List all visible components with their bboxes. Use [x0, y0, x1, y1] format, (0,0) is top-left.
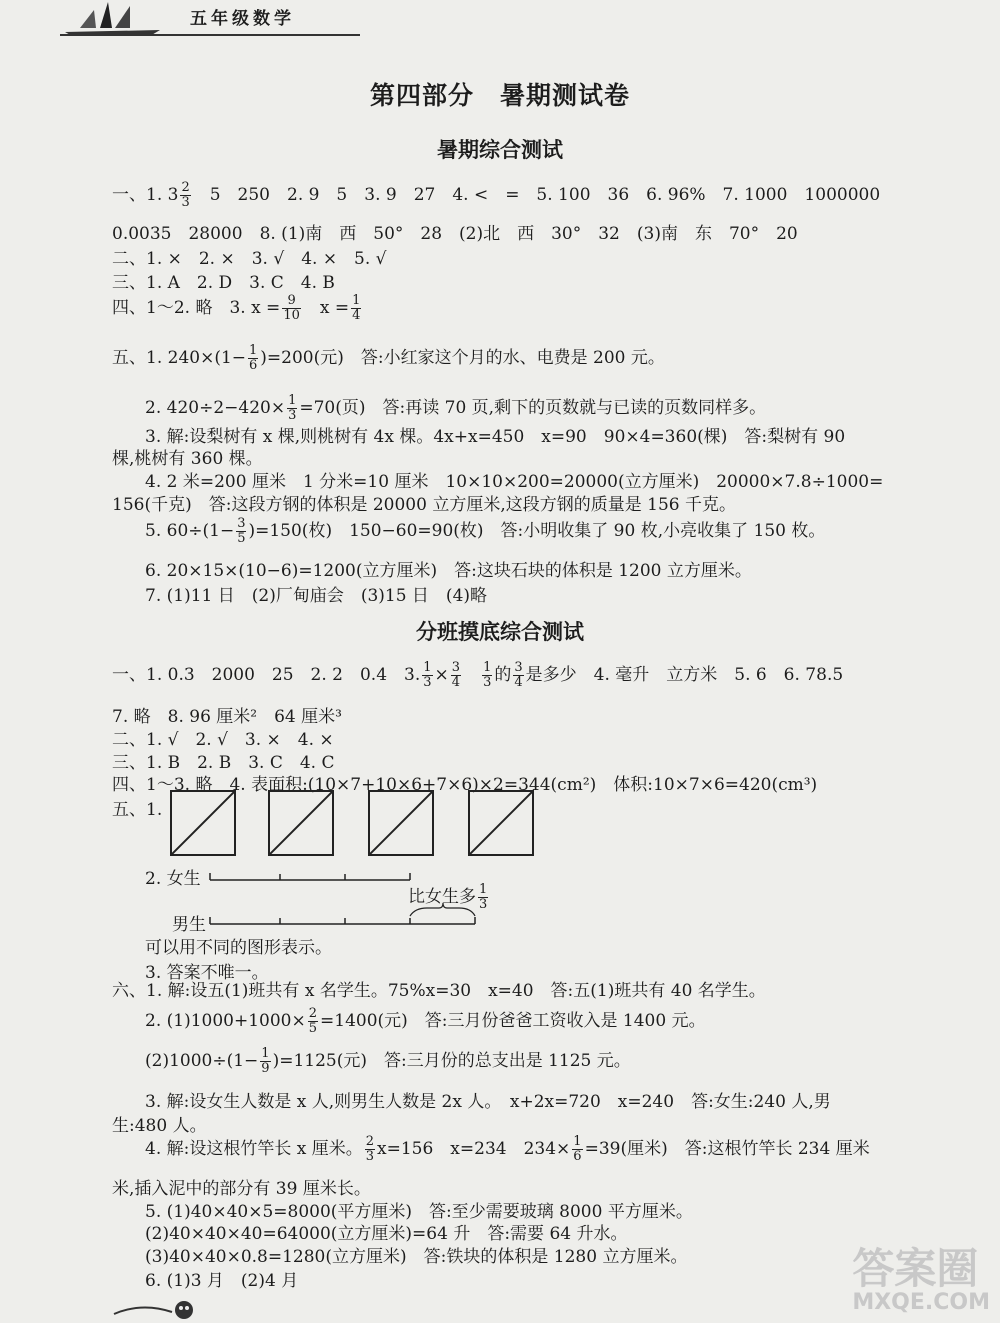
part-title: 第四部分 暑期测试卷: [369, 81, 630, 110]
denominator: 4: [451, 675, 461, 690]
numerator: 1: [352, 293, 361, 308]
fraction: [513, 661, 523, 690]
square-diagram: [468, 790, 534, 856]
more-than-girls-label: [408, 882, 490, 912]
answer-line: [112, 343, 665, 373]
answer-text: 是多少 4. 毫升 立方米 5. 6 6. 78.5: [525, 665, 844, 685]
answer-line: 棵,桃树有 360 棵。: [112, 449, 263, 469]
answer-text: )=1125(元) 答:三月份的总支出是 1125 元。: [272, 1051, 631, 1071]
answer-text: 一、1. 0.3 2000 25 2. 2 0.4 3.: [112, 665, 421, 685]
fraction: [365, 1135, 375, 1164]
fraction: [260, 1047, 270, 1076]
answer-line: 二、1. × 2. × 3. √ 4. × 5. √: [112, 249, 387, 269]
fraction: [451, 661, 461, 690]
numerator: 1: [423, 660, 432, 675]
answer-text: 五、1. 240×(1−: [112, 348, 247, 368]
numerator: 3: [237, 516, 246, 531]
fraction: [478, 883, 488, 912]
denominator: 3: [423, 675, 432, 690]
answer-text: 4. 解:设这根竹竿长 x 厘米。: [145, 1139, 363, 1159]
numerator: 2: [308, 1006, 318, 1021]
answer-line: 六、1. 解:设五(1)班共有 x 名学生。75%x=30 x=40 答:五(1)班共有 40 名学生。: [112, 981, 766, 1001]
cartoon-icon: [112, 1292, 202, 1322]
answer-line: 3. 解:设梨树有 x 棵,则桃树有 4x 棵。4x+x=450 x=90 90×4=360(棵) 答:梨树有 90: [145, 427, 846, 447]
answer-text: =70(页) 答:再读 70 页,剩下的页数就与已读的页数同样多。: [299, 398, 767, 418]
denominator: 6: [573, 1149, 582, 1164]
answer-text: [463, 665, 480, 685]
answer-line: [145, 1134, 870, 1164]
answer-line: (3)40×40×0.8=1280(立方厘米) 答:铁块的体积是 1280 立方厘米。: [145, 1247, 688, 1267]
numerator: 1: [261, 1046, 270, 1061]
answer-line: [145, 1046, 631, 1076]
numerator: 9: [282, 294, 301, 309]
answer-line: [145, 516, 825, 546]
answer-line: [145, 393, 766, 423]
denominator: 3: [479, 897, 488, 912]
fraction: [351, 294, 361, 323]
answer-line: 二、1. √ 2. √ 3. × 4. ×: [112, 730, 334, 750]
boys-label: 男生: [172, 915, 206, 935]
answer-line: [112, 660, 843, 690]
denominator: 5: [237, 531, 246, 546]
answer-line: [145, 1006, 706, 1036]
answer-line: 四、1～3. 略 4. 表面积:(10×7+10×6+7×6)×2=344(cm²) 体积:10×7×6=420(cm³): [112, 775, 818, 795]
denominator: 3: [365, 1149, 375, 1164]
numerator: 1: [483, 660, 492, 675]
denominator: 3: [181, 195, 190, 210]
answer-text: 一、1. 3: [112, 185, 179, 205]
numerator: 1: [573, 1134, 582, 1149]
answer-text: )=150(枚) 150−60=90(枚) 答:小明收集了 90 枚,小亮收集了 150 枚。: [248, 521, 826, 541]
answer-line: 7. 略 8. 96 厘米² 64 厘米³: [112, 707, 342, 727]
square-diagram: [368, 790, 434, 856]
answer-line: 5. (1)40×40×5=8000(平方厘米) 答:至少需要玻璃 8000 平方厘米。: [145, 1202, 693, 1222]
section1-title: 暑期综合测试: [437, 137, 563, 162]
answer-line: [112, 180, 880, 210]
answer-text: 2. 420÷2−420×: [145, 398, 286, 418]
answer-line: 生:480 人。: [112, 1116, 207, 1136]
denominator: 9: [261, 1061, 270, 1076]
fraction: [572, 1135, 582, 1164]
fraction: [422, 661, 432, 690]
answer-line: 6. (1)3 月 (2)4 月: [145, 1271, 299, 1291]
denominator: 10: [283, 308, 300, 323]
denominator: 4: [514, 675, 523, 690]
numerator: 3: [451, 660, 461, 675]
section2-title: 分班摸底综合测试: [416, 619, 584, 644]
answer-line: 三、1. A 2. D 3. C 4. B: [112, 273, 335, 293]
answer-line: [112, 293, 363, 323]
answer-line: (2)40×40×40=64000(立方厘米)=64 升 答:需要 64 升水。: [145, 1224, 628, 1244]
square-diagram: [170, 790, 236, 856]
sailboat-icon: [60, 0, 170, 36]
answer-text: 的: [494, 665, 512, 685]
answer-text: 5 250 2. 9 5 3. 9 27 4. < = 5. 100 36 6. 96% 7. 1000 1000000: [192, 185, 881, 205]
watermark-url: MXQE.COM: [852, 1290, 990, 1315]
denominator: 3: [483, 675, 492, 690]
fraction: [308, 1007, 318, 1036]
girls-label: 2. 女生: [145, 869, 201, 889]
fraction: [236, 517, 246, 546]
answer-text: =1400(元) 答:三月份爸爸工资收入是 1400 元。: [320, 1011, 706, 1031]
denominator: 6: [249, 358, 258, 373]
answer-line: 五、1.: [112, 800, 163, 820]
denominator: 3: [288, 408, 297, 423]
answer-line: 7. (1)11 日 (2)厂甸庙会 (3)15 日 (4)略: [145, 586, 488, 606]
answer-line: 3. 答案不唯一。: [145, 963, 269, 983]
answer-line: 6. 20×15×(10−6)=1200(立方厘米) 答:这块石块的体积是 1200 立方厘米。: [145, 561, 752, 581]
numerator: 1: [288, 393, 297, 408]
answer-line: 156(千克) 答:这段方钢的体积是 20000 立方厘米,这段方钢的质量是 156 千克。: [112, 495, 736, 515]
answer-line: 三、1. B 2. B 3. C 4. C: [112, 753, 335, 773]
fraction: [482, 661, 492, 690]
watermark-logo: 答案圈: [852, 1244, 979, 1293]
fraction: [287, 394, 297, 423]
answer-text: =39(厘米) 答:这根竹竿长 234 厘米: [584, 1139, 870, 1159]
answer-line: 0.0035 28000 8. (1)南 西 50° 28 (2)北 西 30° 32 (3)南 东 70° 20: [112, 224, 798, 244]
numerator: 3: [514, 660, 523, 675]
numerator: 2: [365, 1134, 375, 1149]
answer-text: x=156 x=234 234×: [377, 1139, 571, 1159]
fraction: [282, 294, 301, 323]
answer-line: 可以用不同的图形表示。: [145, 938, 332, 958]
answer-text: ×: [434, 665, 449, 685]
watermark: [852, 1244, 990, 1315]
answer-line: 米,插入泥中的部分有 39 厘米长。: [112, 1179, 371, 1199]
answer-text: 四、1～2. 略 3. x =: [112, 298, 281, 318]
answer-line: 3. 解:设女生人数是 x 人,则男生人数是 2x 人。 x+2x=720 x=240 答:女生:240 人,男: [145, 1092, 831, 1112]
denominator: 4: [352, 308, 361, 323]
answer-text: 2. (1)1000+1000×: [145, 1011, 306, 1031]
numerator: 2: [181, 180, 190, 195]
numerator: 1: [479, 882, 488, 897]
answer-text: 比女生多: [408, 887, 476, 907]
header-rule: [60, 34, 360, 36]
header-title: 五年级数学: [190, 9, 295, 29]
answer-line: 4. 2 米=200 厘米 1 分米=10 厘米 10×10×200=20000(立方厘米) 20000×7.8÷1000=: [145, 472, 884, 492]
fraction: [248, 344, 258, 373]
page-header: [60, 0, 360, 40]
answer-text: (2)1000÷(1−: [145, 1051, 259, 1071]
answer-text: 5. 60÷(1−: [145, 521, 235, 541]
square-diagram: [268, 790, 334, 856]
answer-text: x =: [302, 298, 350, 318]
numerator: 1: [249, 343, 258, 358]
fraction: [180, 181, 190, 210]
answer-text: )=200(元) 答:小红家这个月的水、电费是 200 元。: [260, 348, 665, 368]
denominator: 5: [308, 1021, 318, 1036]
